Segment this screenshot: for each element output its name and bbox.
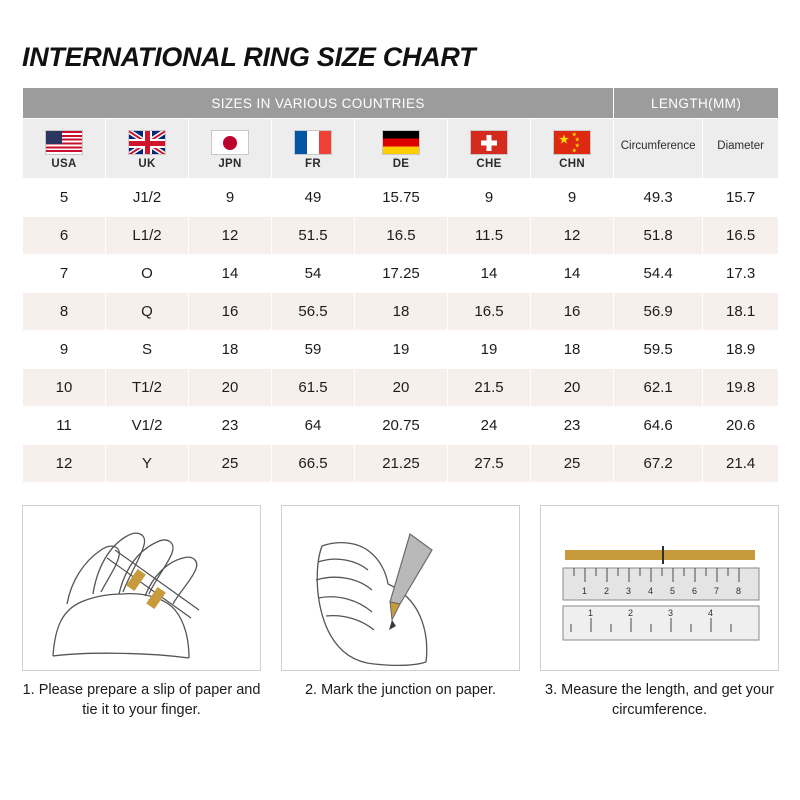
- table-cell: 51.5: [272, 217, 355, 255]
- column-header-diameter: Diameter: [703, 119, 779, 179]
- table-cell: 11: [23, 407, 106, 445]
- table-cell: 19: [448, 331, 531, 369]
- step-2-illustration: [281, 505, 520, 671]
- column-header-uk: [106, 119, 189, 179]
- table-cell: J1/2: [106, 179, 189, 217]
- table-cell: 27.5: [448, 445, 531, 483]
- svg-text:3: 3: [668, 608, 674, 618]
- measuring-steps: [22, 505, 778, 720]
- table-cell: L1/2: [106, 217, 189, 255]
- step-3: [540, 505, 779, 720]
- table-cell: 61.5: [272, 369, 355, 407]
- table-cell: 8: [23, 293, 106, 331]
- flag-uk-icon: [128, 130, 166, 155]
- table-cell: 14: [531, 255, 614, 293]
- table-cell: 23: [531, 407, 614, 445]
- table-cell: 17.3: [703, 255, 779, 293]
- table-cell: 9: [448, 179, 531, 217]
- table-row: [23, 407, 779, 445]
- column-header-che: [448, 119, 531, 179]
- table-cell: 14: [448, 255, 531, 293]
- table-cell: 18: [189, 331, 272, 369]
- table-cell: 11.5: [448, 217, 531, 255]
- table-row: [23, 255, 779, 293]
- step-2: [281, 505, 520, 720]
- page-title: INTERNATIONAL RING SIZE CHART: [22, 42, 476, 72]
- table-cell: 56.5: [272, 293, 355, 331]
- table-cell: 66.5: [272, 445, 355, 483]
- svg-text:4: 4: [708, 608, 714, 618]
- table-row: [23, 217, 779, 255]
- table-cell: S: [106, 331, 189, 369]
- column-code-fr: FR: [305, 158, 321, 170]
- step-1: [22, 505, 261, 720]
- table-cell: 21.25: [355, 445, 448, 483]
- table-cell: 5: [23, 179, 106, 217]
- step-1-illustration: [22, 505, 261, 671]
- table-cell: 6: [23, 217, 106, 255]
- ring-size-table: [22, 87, 779, 483]
- column-header-de: [355, 119, 448, 179]
- table-cell: 18.1: [703, 293, 779, 331]
- table-cell: 17.25: [355, 255, 448, 293]
- svg-text:1: 1: [588, 608, 594, 618]
- table-cell: 19: [355, 331, 448, 369]
- table-cell: 54: [272, 255, 355, 293]
- table-cell: 64.6: [614, 407, 703, 445]
- table-cell: V1/2: [106, 407, 189, 445]
- table-body: [23, 179, 779, 483]
- table-cell: 9: [23, 331, 106, 369]
- table-cell: 54.4: [614, 255, 703, 293]
- svg-text:5: 5: [670, 586, 676, 596]
- step-2-caption: 2. Mark the junction on paper.: [304, 682, 497, 698]
- flag-france-icon: [294, 130, 332, 155]
- table-cell: O: [106, 255, 189, 293]
- hand-with-pen-marking-icon: [282, 506, 520, 671]
- column-code-uk: UK: [138, 158, 156, 170]
- group-header-length: LENGTH(MM): [614, 88, 779, 119]
- table-cell: Q: [106, 293, 189, 331]
- column-header-usa: [23, 119, 106, 179]
- table-cell: 20: [531, 369, 614, 407]
- table-cell: 20: [189, 369, 272, 407]
- table-cell: 23: [189, 407, 272, 445]
- table-cell: 59.5: [614, 331, 703, 369]
- table-cell: 9: [531, 179, 614, 217]
- ruler-measuring-strip-icon: [541, 506, 779, 671]
- table-cell: 67.2: [614, 445, 703, 483]
- column-code-jpn: JPN: [218, 158, 242, 170]
- table-cell: 18.9: [703, 331, 779, 369]
- step-3-caption: 3. Measure the length, and get your circumference.: [545, 682, 774, 718]
- column-code-chn: CHN: [559, 158, 585, 170]
- group-header-countries: SIZES IN VARIOUS COUNTRIES: [23, 88, 614, 119]
- column-header-chn: [531, 119, 614, 179]
- table-cell: 16: [531, 293, 614, 331]
- table-row: [23, 179, 779, 217]
- table-cell: 19.8: [703, 369, 779, 407]
- table-cell: 20.6: [703, 407, 779, 445]
- svg-text:1: 1: [582, 586, 588, 596]
- column-code-de: DE: [392, 158, 410, 170]
- table-cell: 9: [189, 179, 272, 217]
- column-header-fr: [272, 119, 355, 179]
- hand-with-paper-strip-icon: [23, 506, 261, 671]
- table-cell: 18: [355, 293, 448, 331]
- table-row: [23, 293, 779, 331]
- table-cell: 15.7: [703, 179, 779, 217]
- flag-usa-icon: [45, 130, 83, 155]
- table-cell: 10: [23, 369, 106, 407]
- table-cell: 12: [23, 445, 106, 483]
- table-cell: 25: [531, 445, 614, 483]
- table-cell: 12: [531, 217, 614, 255]
- table-cell: 59: [272, 331, 355, 369]
- table-cell: 12: [189, 217, 272, 255]
- table-row: [23, 445, 779, 483]
- table-group-header-row: [23, 88, 779, 119]
- table-cell: 14: [189, 255, 272, 293]
- flag-switzerland-icon: [470, 130, 508, 155]
- svg-text:7: 7: [714, 586, 720, 596]
- column-code-usa: USA: [51, 158, 77, 170]
- flag-china-icon: ★ ★ ★ ★ ★: [553, 130, 591, 155]
- table-cell: 25: [189, 445, 272, 483]
- svg-text:2: 2: [628, 608, 634, 618]
- flag-japan-icon: [211, 130, 249, 155]
- svg-text:6: 6: [692, 586, 698, 596]
- table-cell: 16.5: [703, 217, 779, 255]
- table-cell: 51.8: [614, 217, 703, 255]
- column-header-jpn: [189, 119, 272, 179]
- svg-text:8: 8: [736, 586, 742, 596]
- step-3-illustration: [540, 505, 779, 671]
- table-cell: 16.5: [448, 293, 531, 331]
- svg-text:4: 4: [648, 586, 654, 596]
- table-cell: 21.5: [448, 369, 531, 407]
- table-cell: 49: [272, 179, 355, 217]
- table-cell: 64: [272, 407, 355, 445]
- table-cell: 20.75: [355, 407, 448, 445]
- table-cell: 62.1: [614, 369, 703, 407]
- table-cell: 49.3: [614, 179, 703, 217]
- column-header-circumference: Circumference: [614, 119, 703, 179]
- flag-germany-icon: [382, 130, 420, 155]
- table-cell: 16.5: [355, 217, 448, 255]
- table-cell: T1/2: [106, 369, 189, 407]
- table-column-header-row: [23, 119, 779, 179]
- table-cell: 56.9: [614, 293, 703, 331]
- svg-text:2: 2: [604, 586, 610, 596]
- table-cell: 24: [448, 407, 531, 445]
- svg-text:3: 3: [626, 586, 632, 596]
- step-1-caption: 1. Please prepare a slip of paper and tie it to your finger.: [22, 682, 261, 718]
- table-cell: 18: [531, 331, 614, 369]
- table-cell: 20: [355, 369, 448, 407]
- table-row: [23, 369, 779, 407]
- table-row: [23, 331, 779, 369]
- table-cell: 7: [23, 255, 106, 293]
- table-cell: 21.4: [703, 445, 779, 483]
- table-cell: 16: [189, 293, 272, 331]
- column-code-che: CHE: [476, 158, 502, 170]
- table-cell: 15.75: [355, 179, 448, 217]
- table-cell: Y: [106, 445, 189, 483]
